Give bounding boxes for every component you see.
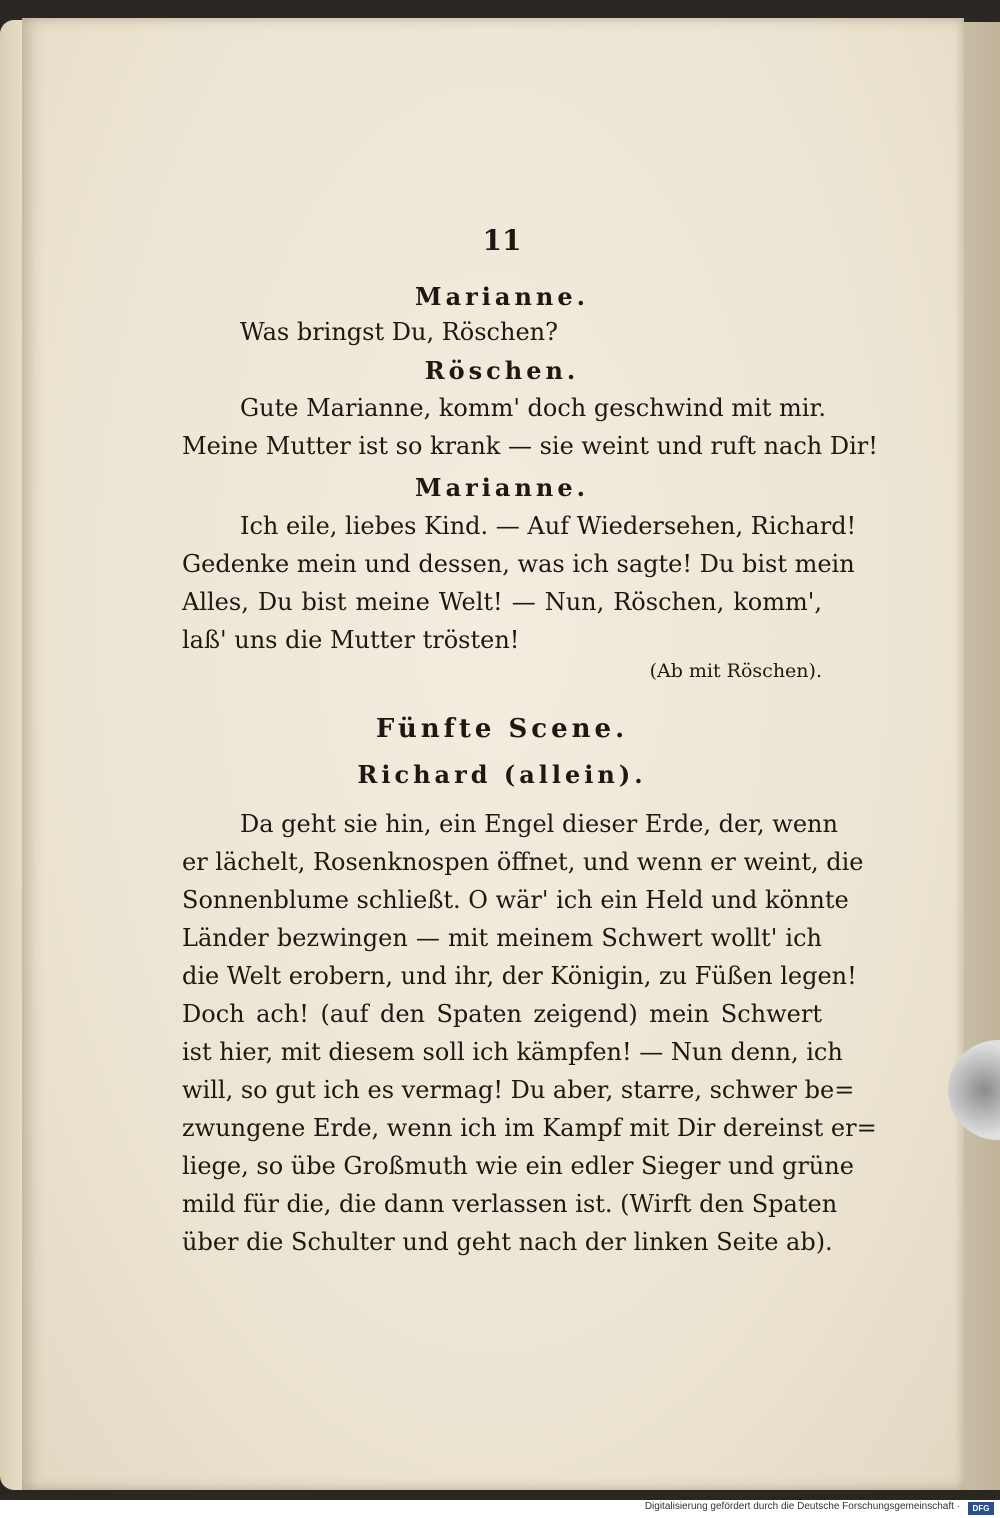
speaker-name: Röschen. (424, 356, 580, 385)
dialogue-line: Alles, Du bist meine Welt! — Nun, Röschen, komm', (182, 588, 822, 616)
scene-heading: Fünfte Scene. (375, 714, 629, 744)
dialogue-line: Gedenke mein und dessen, was ich sagte! Du bist mein (182, 550, 855, 578)
speaker-name: Marianne. (415, 473, 589, 502)
dialogue-line: er lächelt, Rosenknospen öffnet, und wenn er weint, die (182, 848, 864, 876)
footer-credit: Digitalisierung gefördert durch die Deutsche Forschungsgemeinschaft · (644, 1501, 960, 1512)
dfg-logo: DFG (968, 1502, 994, 1515)
dialogue-line: Was bringst Du, Röschen? (240, 318, 558, 346)
stage-direction: (Ab mit Röschen). (649, 660, 822, 682)
dialogue-line: Länder bezwingen — mit meinem Schwert wollt' ich (182, 924, 822, 952)
dialogue-line: Sonnenblume schließt. O wär' ich ein Held und könnte (182, 886, 849, 914)
dialogue-line: laß' uns die Mutter trösten! (182, 626, 520, 654)
dialogue-line: Gute Marianne, komm' doch geschwind mit mir. (240, 394, 826, 422)
dialogue-line: liege, so übe Großmuth wie ein edler Sieger und grüne (182, 1152, 854, 1180)
dialogue-line: mild für die, die dann verlassen ist. (Wirft den Spaten (182, 1190, 838, 1218)
page-stack-edge (962, 22, 1000, 1490)
dialogue-line: Da geht sie hin, ein Engel dieser Erde, der, wenn (240, 810, 838, 838)
page-number: 11 (482, 224, 522, 257)
dialogue-line: zwungene Erde, wenn ich im Kampf mit Dir dereinst er= (182, 1114, 877, 1142)
dialogue-line: ist hier, mit diesem soll ich kämpfen! — Nun denn, ich (182, 1038, 843, 1066)
speaker-name: Richard (allein). (357, 760, 647, 789)
dialogue-line: will, so gut ich es vermag! Du aber, starre, schwer be= (182, 1076, 855, 1104)
dialogue-line: die Welt erobern, und ihr, der Königin, zu Füßen legen! (182, 962, 857, 990)
dialogue-line: Ich eile, liebes Kind. — Auf Wiedersehen, Richard! (240, 512, 857, 540)
dialogue-line: über die Schulter und geht nach der linken Seite ab). (182, 1228, 833, 1256)
dialogue-line: Meine Mutter ist so krank — sie weint und ruft nach Dir! (182, 432, 878, 460)
dialogue-line: Doch ach! (auf den Spaten zeigend) mein Schwert (182, 1000, 822, 1028)
speaker-name: Marianne. (415, 282, 589, 311)
